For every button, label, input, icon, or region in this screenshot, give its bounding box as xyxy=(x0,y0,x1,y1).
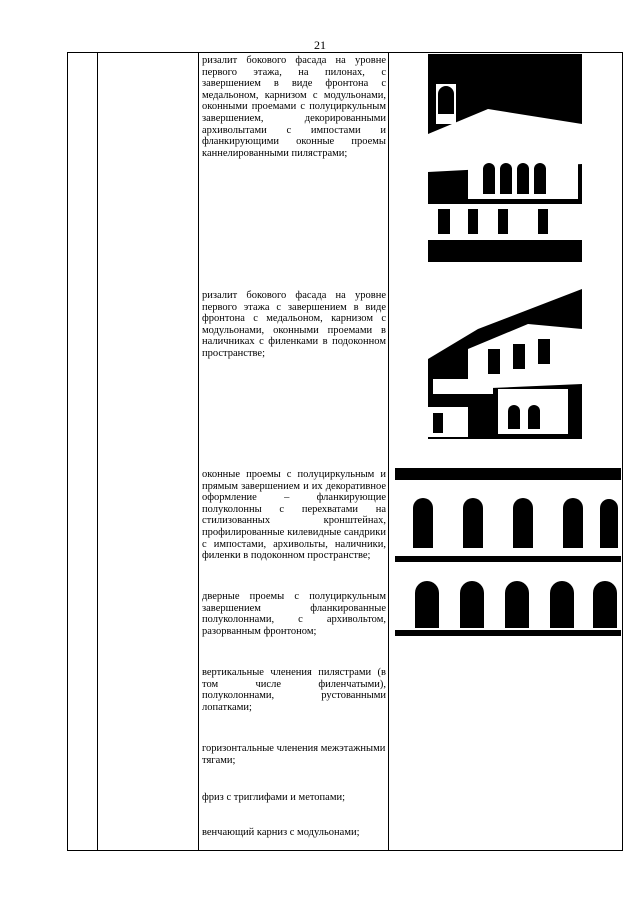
element-description-4: дверные проемы с полуциркульным завершением фланкированные полуколоннами, с архивольтом, разорванным фронтоном; xyxy=(202,591,386,637)
monument-elements-table xyxy=(67,52,623,851)
page-number: 21 xyxy=(314,38,326,52)
element-description-8: венчающий карниз с модульонами; xyxy=(202,827,360,838)
column-divider-3 xyxy=(388,53,389,850)
building-photo-facade-risalit-pylons xyxy=(428,54,582,262)
building-photo-windows-arches xyxy=(395,468,621,636)
column-divider-1 xyxy=(97,53,98,850)
element-description-3: оконные проемы с полуциркульным и прямым завершением и их декоративное оформление – фланкирующие полуколонны с перехватами на стилизованных кронштейнах, профилированные килевидные сандрики с импостами, архивольты, наличники, филенки в подоконном пространстве; xyxy=(202,469,386,562)
building-photo-facade-risalit-corner xyxy=(428,289,582,439)
element-description-7: фриз с триглифами и метопами; xyxy=(202,792,346,803)
column-divider-2 xyxy=(198,53,199,850)
element-description-5: вертикальные членения пилястрами (в том числе филенчатыми), полуколоннами, рустованными лопатками; xyxy=(202,667,386,713)
element-description-6: горизонтальные членения межэтажными тягами; xyxy=(202,743,386,766)
element-description-1: ризалит бокового фасада на уровне первого этажа, на пилонах, с завершением в виде фронтона с медальоном, карнизом с модульонами, оконными проемами с полуциркульным завершением, декорированными архиволытами с импостами и фланкирующими оконные проемы каннелированными пилястрами; xyxy=(202,55,386,159)
element-description-2: ризалит бокового фасада на уровне первого этажа с завершением в виде фронтона с медальоном, карнизом с модульонами, оконными проемами в наличниках с филенками в подоконном пространстве; xyxy=(202,290,386,359)
